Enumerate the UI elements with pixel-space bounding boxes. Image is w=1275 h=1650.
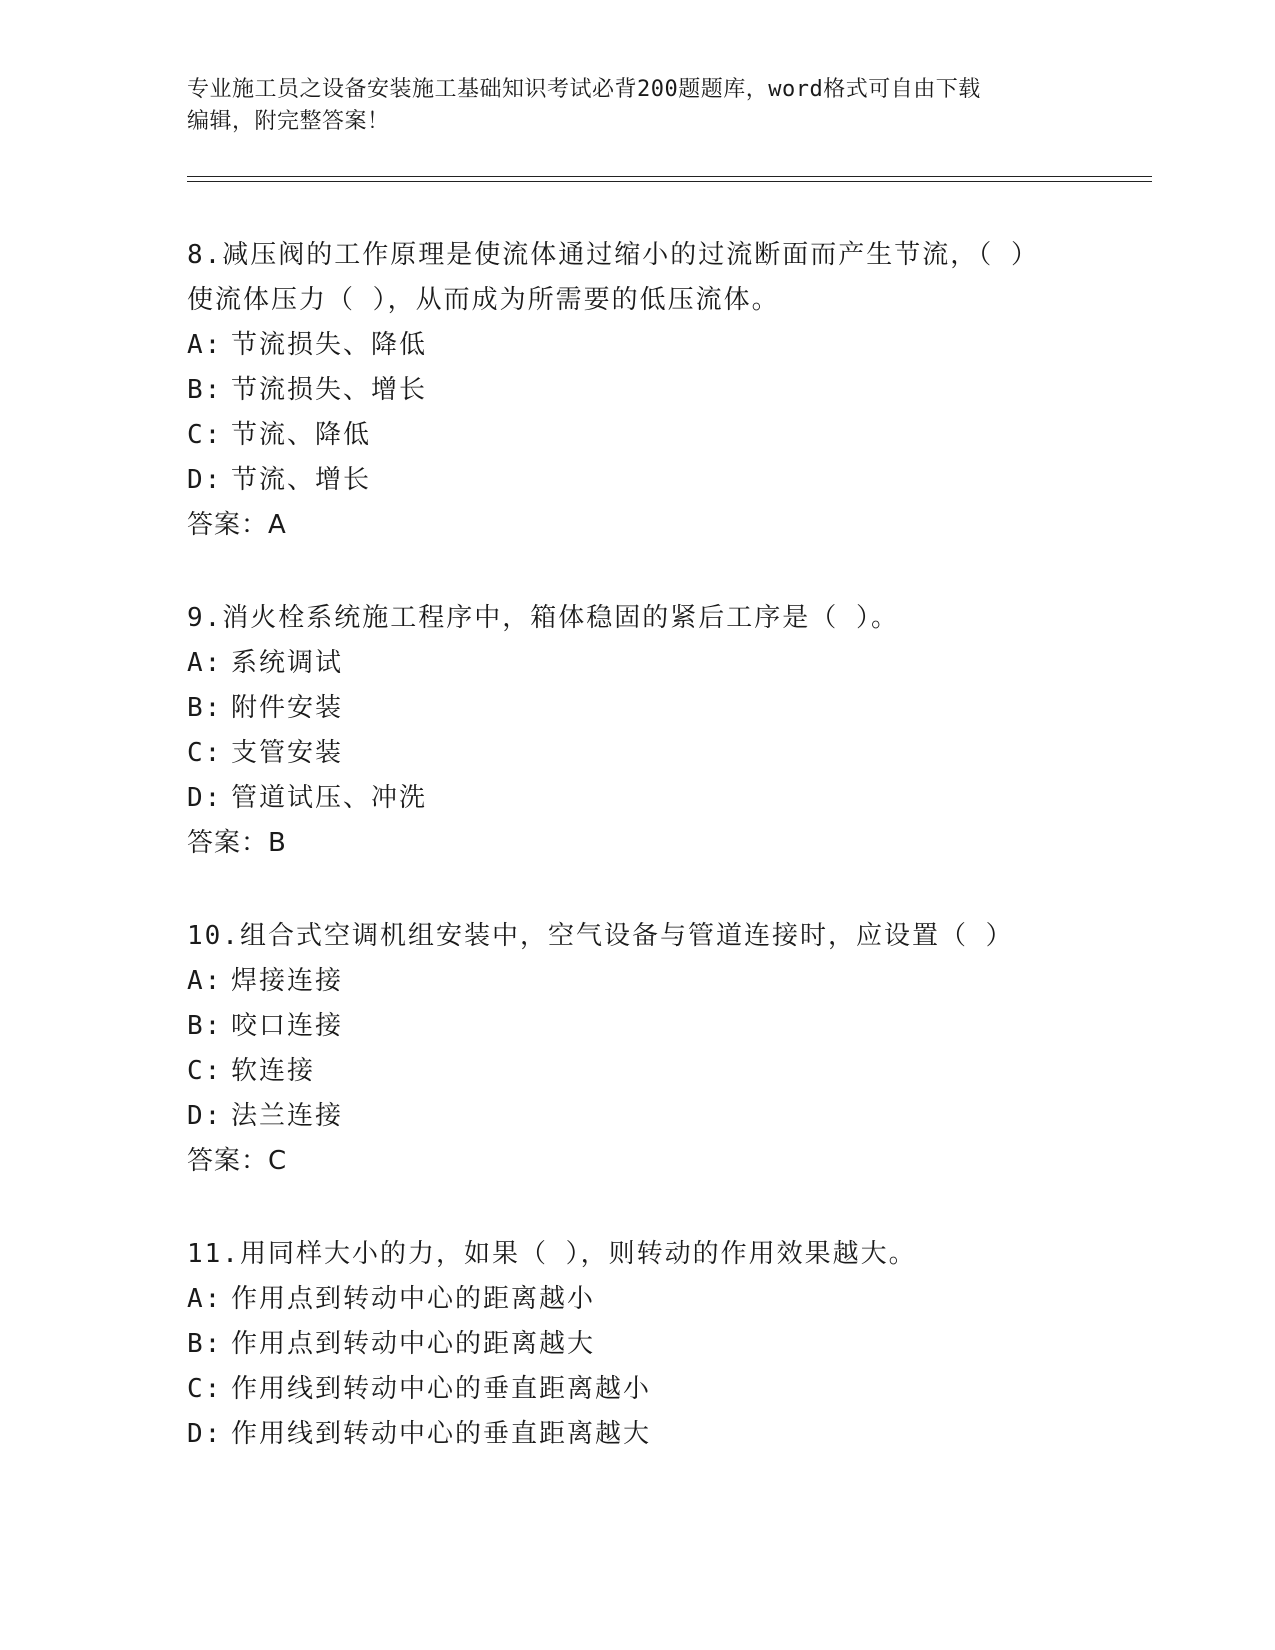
option-key: B: bbox=[187, 375, 223, 405]
header-divider-top bbox=[187, 176, 1152, 177]
option-b bbox=[187, 368, 1087, 413]
option-a bbox=[187, 641, 1087, 686]
option-key: C: bbox=[187, 420, 223, 450]
question-stem: 9.消火栓系统施工程序中，箱体稳固的紧后工序是（ ）。 bbox=[187, 603, 899, 633]
document-header bbox=[187, 74, 1087, 138]
option-key: C: bbox=[187, 738, 223, 768]
option-b bbox=[187, 686, 1087, 731]
question-stem: 10.组合式空调机组安装中，空气设备与管道连接时，应设置（ ） bbox=[187, 921, 1014, 951]
option-text: 节流、增长 bbox=[231, 465, 372, 495]
question-11 bbox=[187, 1232, 1087, 1457]
option-c bbox=[187, 731, 1087, 776]
option-a bbox=[187, 323, 1087, 368]
option-d bbox=[187, 1412, 1087, 1457]
option-key: D: bbox=[187, 1101, 223, 1131]
question-8 bbox=[187, 233, 1087, 548]
option-text: 咬口连接 bbox=[231, 1011, 344, 1041]
option-text: 作用点到转动中心的距离越小 bbox=[231, 1284, 596, 1314]
option-text: 法兰连接 bbox=[231, 1101, 344, 1131]
option-text: 作用线到转动中心的垂直距离越大 bbox=[231, 1419, 652, 1449]
option-text: 节流损失、增长 bbox=[231, 375, 428, 405]
answer-line: 答案：B bbox=[187, 828, 287, 858]
question-stem: 8.减压阀的工作原理是使流体通过缩小的过流断面而产生节流，（ ） bbox=[187, 240, 1039, 270]
option-c bbox=[187, 413, 1087, 458]
option-c bbox=[187, 1367, 1087, 1412]
option-text: 作用点到转动中心的距离越大 bbox=[231, 1329, 596, 1359]
option-key: A: bbox=[187, 966, 223, 996]
header-divider-bottom bbox=[187, 181, 1152, 182]
option-text: 焊接连接 bbox=[231, 966, 344, 996]
option-key: B: bbox=[187, 1329, 223, 1359]
option-text: 节流损失、降低 bbox=[231, 330, 428, 360]
option-key: A: bbox=[187, 1284, 223, 1314]
option-text: 系统调试 bbox=[231, 648, 344, 678]
option-text: 软连接 bbox=[231, 1056, 316, 1086]
option-c bbox=[187, 1049, 1087, 1094]
answer-line: 答案：A bbox=[187, 510, 287, 540]
option-d bbox=[187, 776, 1087, 821]
option-text: 作用线到转动中心的垂直距离越小 bbox=[231, 1374, 652, 1404]
header-title-line-2: 编辑，附完整答案！ bbox=[187, 109, 390, 134]
option-key: B: bbox=[187, 1011, 223, 1041]
option-key: D: bbox=[187, 1419, 223, 1449]
option-key: B: bbox=[187, 693, 223, 723]
option-b bbox=[187, 1322, 1087, 1367]
question-stem-continued: 使流体压力（ ），从而成为所需要的低压流体。 bbox=[187, 285, 780, 315]
option-text: 支管安装 bbox=[231, 738, 344, 768]
option-key: D: bbox=[187, 783, 223, 813]
option-a bbox=[187, 1277, 1087, 1322]
option-key: C: bbox=[187, 1374, 223, 1404]
option-key: A: bbox=[187, 330, 223, 360]
question-9 bbox=[187, 596, 1087, 866]
answer-line: 答案：C bbox=[187, 1146, 288, 1176]
option-b bbox=[187, 1004, 1087, 1049]
option-a bbox=[187, 959, 1087, 1004]
option-d bbox=[187, 1094, 1087, 1139]
option-text: 管道试压、冲洗 bbox=[231, 783, 428, 813]
option-key: D: bbox=[187, 465, 223, 495]
option-d bbox=[187, 458, 1087, 503]
option-key: A: bbox=[187, 648, 223, 678]
question-10 bbox=[187, 914, 1087, 1184]
option-text: 附件安装 bbox=[231, 693, 344, 723]
question-stem: 11.用同样大小的力，如果（ ），则转动的作用效果越大。 bbox=[187, 1239, 917, 1269]
option-key: C: bbox=[187, 1056, 223, 1086]
header-title-line-1: 专业施工员之设备安装施工基础知识考试必背200题题库，word格式可自由下载 bbox=[187, 77, 981, 102]
option-text: 节流、降低 bbox=[231, 420, 372, 450]
